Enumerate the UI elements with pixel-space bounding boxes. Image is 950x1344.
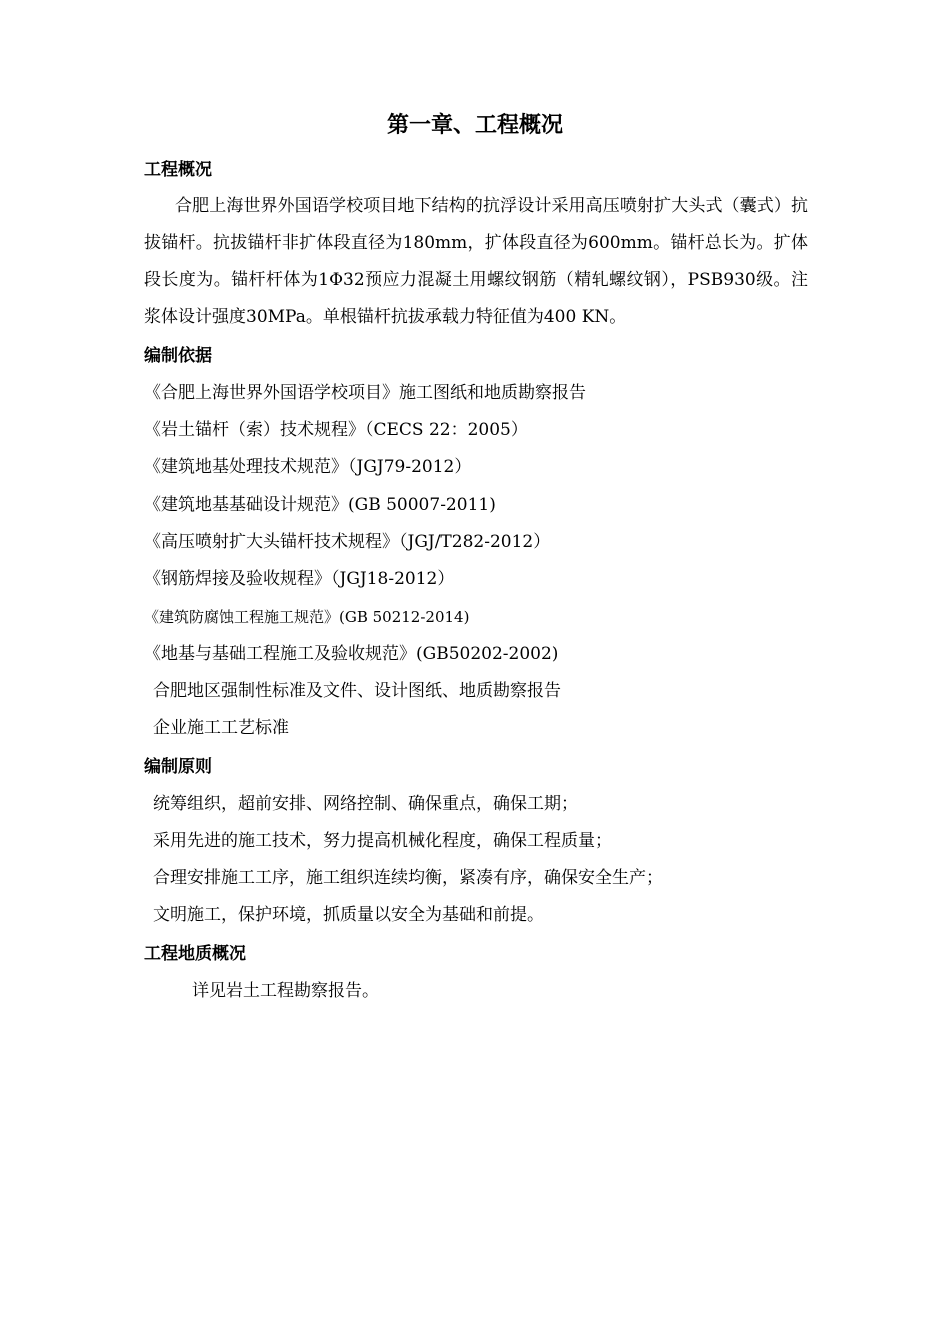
section-heading-principles: 编制原则	[144, 757, 212, 777]
principle-item: 文明施工，保护环境，抓质量以安全为基础和前提。	[153, 905, 544, 925]
basis-item: 《高压喷射扩大头锚杆技术规程》（JGJ/T282-2012）	[144, 532, 551, 552]
chapter-title: 第一章、工程概况	[386, 113, 563, 138]
principle-item: 采用先进的施工技术，努力提高机械化程度，确保工程质量；	[153, 831, 612, 851]
section-heading-basis: 编制依据	[144, 346, 212, 366]
basis-item: 《建筑地基处理技术规范》（JGJ79-2012）	[144, 457, 472, 477]
basis-item: 企业施工工艺标准	[153, 718, 289, 738]
principle-item: 合理安排施工工序，施工组织连续均衡，紧凑有序，确保安全生产；	[153, 868, 663, 888]
basis-item: 《地基与基础工程施工及验收规范》(GB50202-2002)	[144, 644, 559, 664]
principle-item: 统筹组织，超前安排、网络控制、确保重点，确保工期；	[153, 794, 578, 814]
section-heading-geology: 工程地质概况	[144, 944, 246, 964]
overview-paragraph: 合肥上海世界外国语学校项目地下结构的抗浮设计采用高压喷射扩大头式（囊式）抗拔锚杆。抗拔锚杆非扩体段直径为180mm，扩体段直径为600mm。锚杆总长为。扩体段长度为。锚杆杆体为1Φ32预应力混凝土用螺纹钢筋（精轧螺纹钢），PSB930级。注浆体设计强度30MPa。单根锚杆抗拔承载力特征值为400 KN。	[144, 196, 808, 327]
section-heading-overview: 工程概况	[144, 160, 212, 180]
geology-text: 详见岩土工程勘察报告。	[192, 981, 379, 1001]
basis-item: 《钢筋焊接及验收规程》（JGJ18-2012）	[144, 569, 455, 589]
basis-item: 合肥地区强制性标准及文件、设计图纸、地质勘察报告	[153, 681, 561, 701]
basis-item: 《合肥上海世界外国语学校项目》施工图纸和地质勘察报告	[144, 383, 586, 403]
basis-item: 《建筑地基基础设计规范》(GB 50007-2011)	[144, 495, 496, 515]
basis-item: 《建筑防腐蚀工程施工规范》(GB 50212-2014)	[144, 608, 470, 626]
basis-item: 《岩土锚杆（索）技术规程》（CECS 22：2005）	[144, 420, 528, 440]
